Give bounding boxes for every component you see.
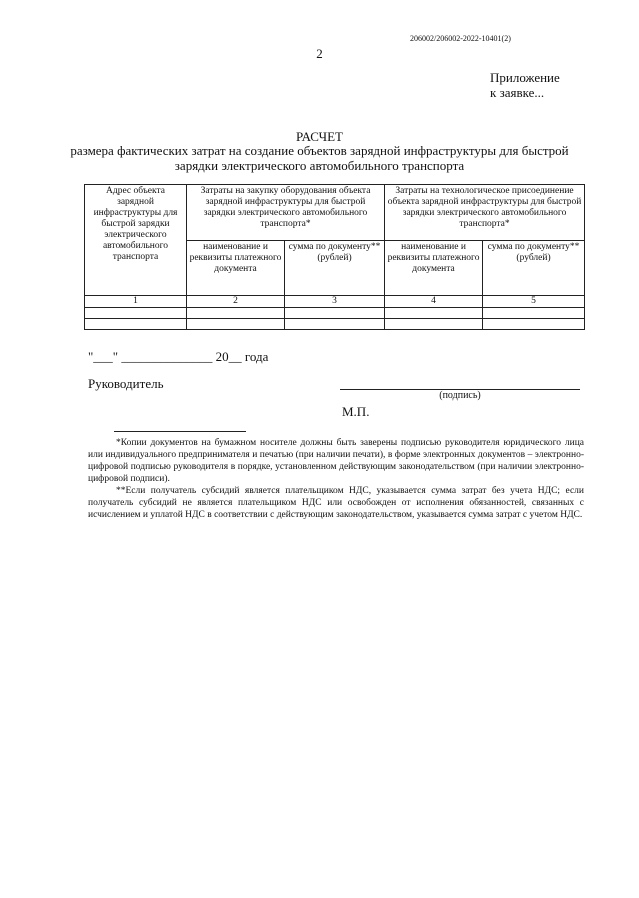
cost-table	[84, 184, 585, 330]
footnotes	[88, 437, 584, 521]
appendix-line: Приложение	[490, 70, 560, 85]
subheader-document-sum: сумма по документу** (рублей)	[483, 241, 585, 296]
header-object-address: Адрес объекта зарядной инфраструктуры для быстрой зарядки электрического автомобильного транспорта	[85, 185, 187, 296]
table-row	[85, 319, 585, 330]
stamp-label: М.П.	[342, 404, 370, 419]
subheader-payment-document: наименование и реквизиты платежного документа	[187, 241, 285, 296]
footnote-separator	[114, 431, 246, 432]
document-subtitle: размера фактических затрат на создание объектов зарядной инфраструктуры для быстрой зарядки электрического автомобильного транспорта	[70, 143, 569, 173]
table-cell	[187, 319, 285, 330]
appendix-note	[490, 70, 560, 100]
document-title: РАСЧЕТ	[296, 129, 343, 144]
table-cell	[187, 308, 285, 319]
column-number: 3	[285, 296, 385, 308]
table-header-row	[85, 185, 585, 241]
page-number: 2	[316, 46, 323, 61]
table-cell	[285, 308, 385, 319]
table-cell	[85, 319, 187, 330]
table-cell	[385, 308, 483, 319]
table-cell	[385, 319, 483, 330]
column-number: 5	[483, 296, 585, 308]
document-number: 206002/206002-2022-10401(2)	[410, 34, 511, 43]
appendix-line: к заявке...	[490, 85, 545, 100]
column-number: 4	[385, 296, 483, 308]
footnote: **Если получатель субсидий является плательщиком НДС, указывается сумма затрат без учета НДС; если получатель субсидий не является плательщиком НДС или освобожден от исполнения обязанностей, связанных с исчислением и уплатой НДС в соответствии с действующим законодательством, указывается сумма затрат с учетом НДС.	[88, 486, 584, 520]
column-number: 2	[187, 296, 285, 308]
subheader-document-sum: сумма по документу** (рублей)	[285, 241, 385, 296]
column-number-row	[85, 296, 585, 308]
head-label: Руководитель	[88, 376, 164, 391]
subheader-payment-document: наименование и реквизиты платежного документа	[385, 241, 483, 296]
column-number: 1	[85, 296, 187, 308]
table-row	[85, 308, 585, 319]
signature-caption: (подпись)	[439, 390, 481, 401]
date-line: "___" ______________ 20__ года	[88, 349, 269, 364]
footnote: *Копии документов на бумажном носителе должны быть заверены подписью руководителя юридического лица или индивидуального предпринимателя и печатью (при наличии печати), в форме электронных документов – электронно-цифровой подписью руководителя в порядке, установленном действующим законодательством (при наличии электронно-цифровой подписи).	[88, 438, 584, 484]
table-cell	[483, 319, 585, 330]
header-equipment-costs: Затраты на закупку оборудования объекта зарядной инфраструктуры для быстрой зарядки электрического автомобильного транспорта*	[187, 185, 385, 241]
table-cell	[285, 319, 385, 330]
table-cell	[85, 308, 187, 319]
table-cell	[483, 308, 585, 319]
header-connection-costs: Затраты на технологическое присоединение объекта зарядной инфраструктуры для быстрой зарядки электрического автомобильного транспорта*	[385, 185, 585, 241]
